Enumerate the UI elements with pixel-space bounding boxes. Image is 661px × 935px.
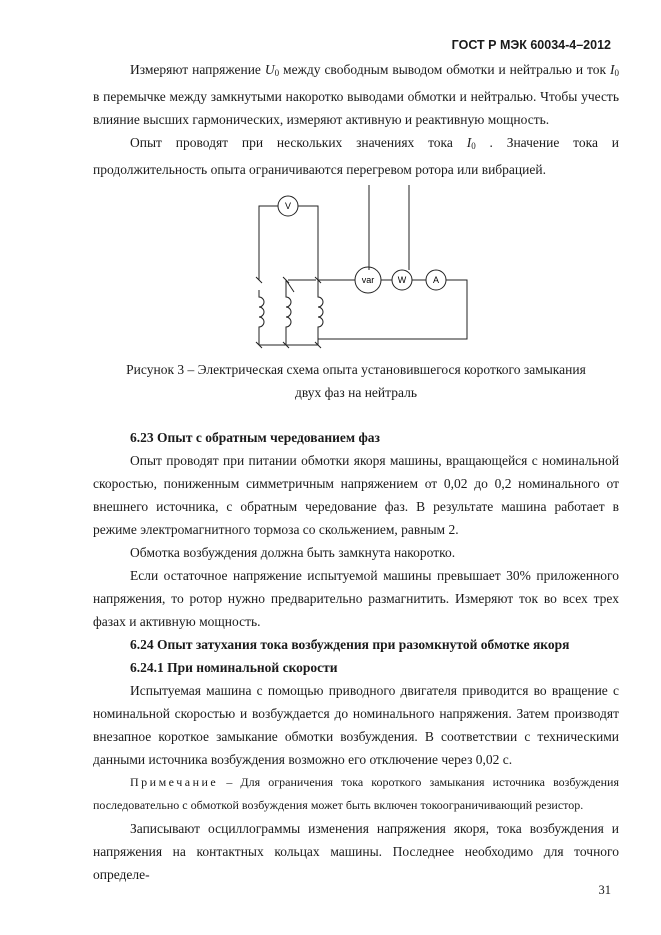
- circuit-diagram: [230, 185, 480, 355]
- section-6-23-paragraph-2: Обмотка возбуждения должна быть замкнута накоротко.: [130, 545, 456, 560]
- intro-block: [93, 58, 619, 181]
- ammeter-label: A: [432, 275, 440, 285]
- section-6-23-paragraph-3: Если остаточное напряжение испытуемой машины превышает 30% приложенного напряжения, то ротор нужно предварительно размагнитить. Измеряют ток во всех трех фазах и активную мощность.: [93, 568, 619, 629]
- voltmeter-label: V: [284, 201, 292, 211]
- wire-chain: [318, 280, 467, 339]
- section-6-23-paragraph-1: Опыт проводят при питании обмотки якоря машины, вращающейся с номинальной скоростью, пониженным симметричным напряжением от 0,02 до 0,2 номинального от внешнего источника, с обратным чередование фаз. В результате машина работает в режиме электромагнитного тормоза со скольжением, равным 2.: [93, 453, 619, 537]
- caption-line-2: двух фаз на нейтраль: [295, 385, 417, 400]
- jumper: [259, 339, 318, 345]
- coil-1: [259, 290, 264, 339]
- intro-paragraph-1: Измеряют напряжение $U_0$ между свободным выводом обмотки и нейтралью и ток $I_0$ в перемычке между замкнутыми накоротко выводами обмотки и нейтралью. Чтобы учесть влияние высших гармонических, измеряют активную и реактивную мощность.: [93, 62, 620, 127]
- section-6-23: [93, 426, 619, 886]
- wire-top: [259, 206, 278, 280]
- note-text: – Для ограничения тока короткого замыкания источника возбуждения последовательно с обмоткой возбуждения может быть включен токоограничивающий резистор.: [93, 775, 619, 812]
- coil-3: [318, 280, 323, 339]
- short-link: [286, 280, 316, 292]
- section-6-24-1-title: 6.24.1 При номинальной скорости: [130, 660, 338, 675]
- document-header: ГОСТ Р МЭК 60034-4–2012: [451, 38, 611, 52]
- section-6-24-title: 6.24 Опыт затухания тока возбуждения при разомкнутой обмотке якоря: [130, 637, 570, 652]
- section-6-24-paragraph-2: Записывают осциллограммы изменения напряжения якоря, тока возбуждения и напряжения на контактных кольцах машины. Последнее необходимо для точного определе-: [93, 821, 619, 882]
- section-6-24-paragraph-1: Испытуемая машина с помощью приводного двигателя приводится во вращение с номинальной скоростью и возбуждается до номинального напряжения. Затем производят внезапное короткое замыкание обмотки возбуждения. В соответствии с техническими данными источника возбуждения возможно его отключение через 0,02 с.: [93, 683, 619, 767]
- note-label: Примечание: [130, 775, 219, 789]
- wire-voltmeter-right: [298, 206, 318, 280]
- page-number: 31: [598, 883, 611, 897]
- terminal-ticks: [256, 277, 321, 348]
- section-6-23-title: 6.23 Опыт с обратным чередованием фаз: [130, 430, 380, 445]
- varmeter-label: var: [361, 275, 375, 285]
- coil-2: [286, 280, 291, 339]
- caption-line-1: Рисунок 3 – Электрическая схема опыта установившегося короткого замыкания: [126, 362, 586, 377]
- figure-caption: [93, 358, 619, 404]
- wattmeter-label: W: [397, 275, 407, 285]
- intro-paragraph-2: Опыт проводят при нескольких значениях тока $I_0$ . Значение тока и продолжительность опыта ограничиваются перегревом ротора или вибрацией.: [93, 135, 619, 177]
- note: [93, 771, 619, 817]
